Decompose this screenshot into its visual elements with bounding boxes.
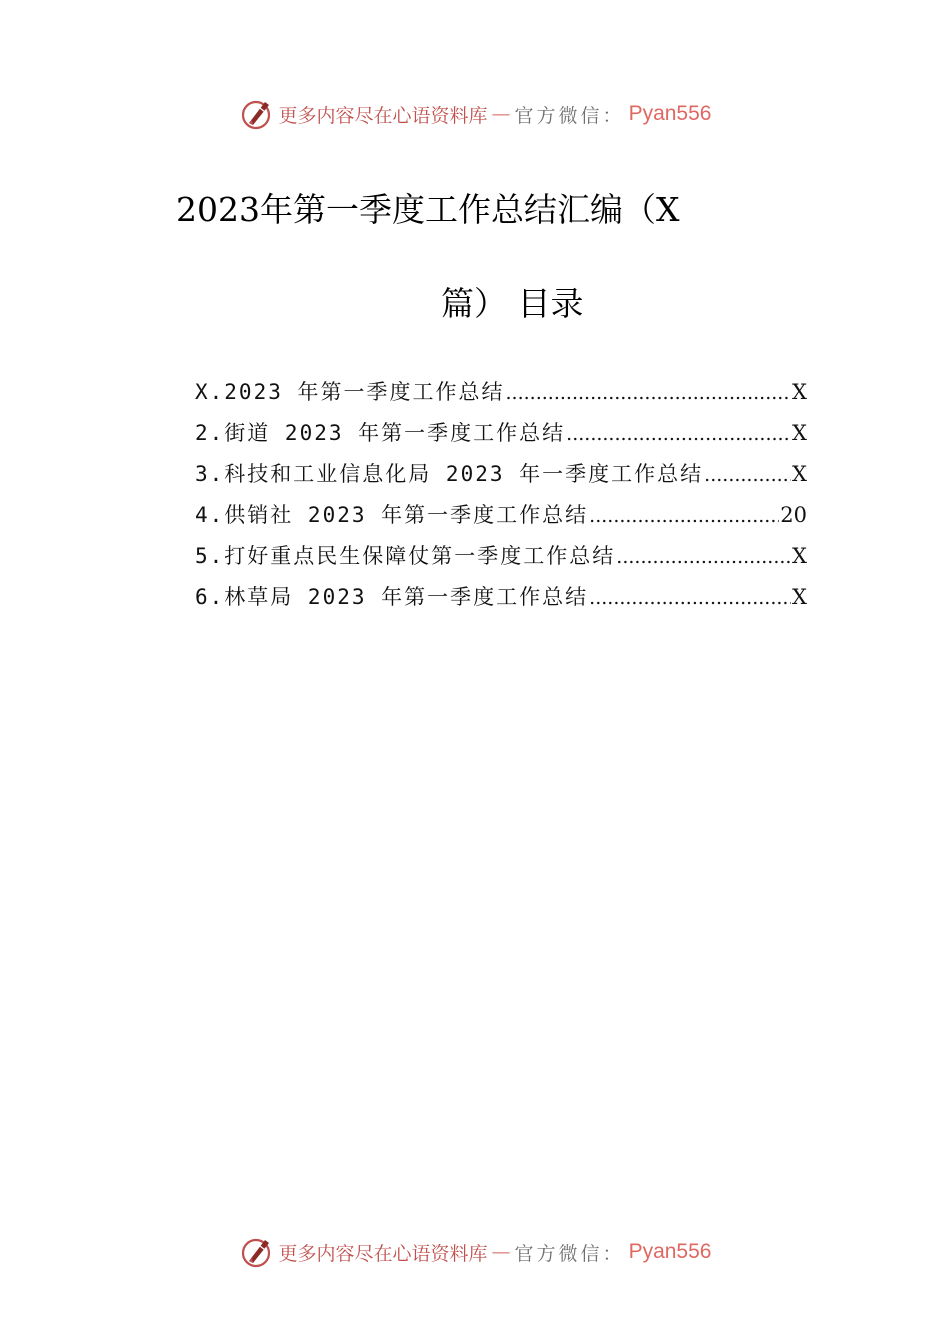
banner-wechat-account: Pyan556: [628, 1240, 712, 1263]
banner-wechat-account: Pyan556: [628, 102, 712, 125]
toc-entry[interactable]: [195, 413, 807, 454]
toc-entry[interactable]: [195, 577, 807, 618]
toc-page-number: 20: [780, 503, 807, 527]
toc-page-number: X: [792, 421, 807, 445]
toc-entry-label: 4.供销社 2023 年第一季度工作总结: [195, 503, 589, 527]
toc-dot-leader: [566, 414, 791, 455]
toc-page-number: X: [792, 462, 807, 486]
toc-dot-leader: [704, 455, 791, 496]
banner-slogan: 更多内容尽在心语资料库: [278, 1242, 488, 1265]
toc-page-number: X: [792, 585, 807, 609]
banner-wechat-label: 官方微信：: [514, 1242, 625, 1265]
toc-entry[interactable]: [195, 495, 807, 536]
quill-pen-icon: [239, 1234, 275, 1270]
document-title-line1: 2023年第一季度工作总结汇编（X: [176, 190, 680, 229]
toc-entry[interactable]: [195, 454, 807, 495]
quill-pen-icon: [239, 96, 275, 132]
toc-page-number: X: [792, 380, 807, 404]
banner-separator: —: [491, 103, 511, 125]
toc-entry-label: 5.打好重点民生保障仗第一季度工作总结: [195, 544, 616, 568]
document-title-line2: 篇） 目录: [441, 284, 584, 323]
header-banner: [0, 94, 950, 134]
banner-separator: —: [491, 1241, 511, 1263]
footer-banner: [0, 1232, 950, 1272]
toc-dot-leader: [589, 578, 791, 619]
toc-entry[interactable]: [195, 372, 807, 413]
toc-entry-label: X.2023 年第一季度工作总结: [195, 380, 505, 404]
toc-entry-label: 2.街道 2023 年第一季度工作总结: [195, 421, 566, 445]
banner-wechat-label: 官方微信：: [514, 104, 625, 127]
toc-dot-leader: [506, 373, 792, 414]
banner-slogan: 更多内容尽在心语资料库: [278, 104, 488, 127]
toc-dot-leader: [589, 496, 779, 537]
toc-entry[interactable]: [195, 536, 807, 577]
toc-dot-leader: [616, 537, 791, 578]
toc-entry-label: 3.科技和工业信息化局 2023 年一季度工作总结: [195, 462, 704, 486]
toc-entry-label: 6.林草局 2023 年第一季度工作总结: [195, 585, 589, 609]
toc-page-number: X: [792, 544, 807, 568]
table-of-contents: [195, 372, 807, 618]
